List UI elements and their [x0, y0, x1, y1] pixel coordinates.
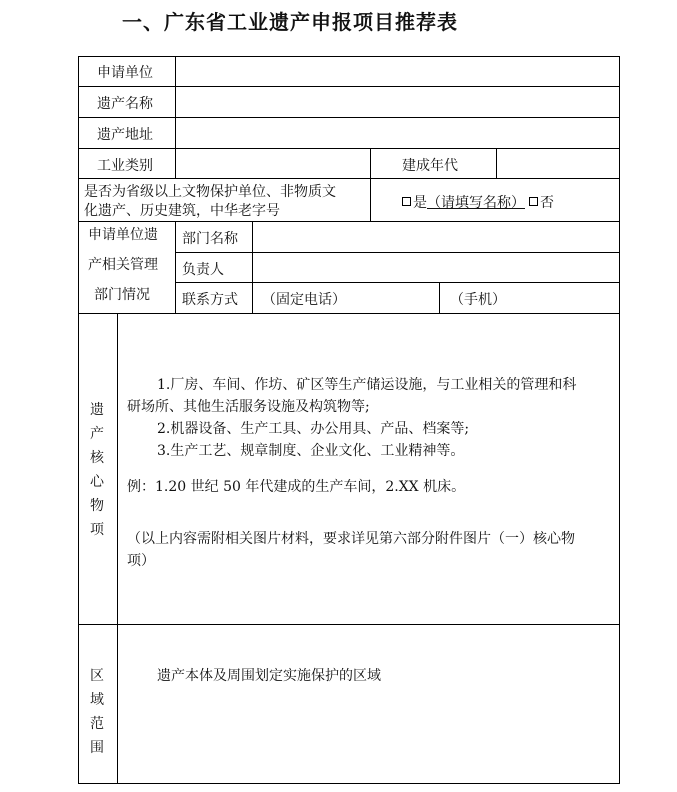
- core-note-line2: 项）: [127, 553, 155, 569]
- column-divider: [117, 313, 118, 784]
- column-divider: [175, 221, 176, 313]
- core-items-content: [127, 374, 617, 572]
- mobile-field[interactable]: （手机）: [450, 292, 506, 308]
- no-label: 否: [540, 195, 554, 211]
- core-item-2: 2.机器设备、生产工具、办公用具、产品、档案等;: [157, 421, 470, 437]
- column-divider: [252, 221, 253, 313]
- area-content: 遗产本体及周围划定实施保护的区域: [157, 668, 381, 684]
- column-divider: [496, 148, 497, 178]
- build-era-label: 建成年代: [402, 158, 458, 174]
- column-divider: [370, 148, 371, 221]
- yes-label: 是: [413, 195, 427, 211]
- applicant-label: 申请单位: [97, 65, 153, 81]
- protection-answer: [402, 192, 554, 212]
- mgmt-label-line3: 部门情况: [94, 287, 150, 303]
- column-divider: [175, 56, 176, 178]
- contact-label: 联系方式: [182, 292, 238, 308]
- row-divider: [78, 313, 620, 314]
- protection-question-line2: 化遗产、历史建筑，中华老字号: [84, 203, 280, 219]
- page-title: 一、广东省工业遗产申报项目推荐表: [122, 10, 458, 34]
- core-note-line1: （以上内容需附相关图片材料，要求详见第六部分附件图片（一）核心物: [127, 531, 575, 547]
- row-divider: [78, 221, 620, 222]
- row-divider: [78, 624, 620, 625]
- core-item-1-line1: 1.厂房、车间、作坊、矿区等生产储运设施，与工业相关的管理和科: [157, 377, 577, 393]
- core-items-label: 遗产核心物项: [90, 402, 104, 538]
- row-divider: [175, 282, 620, 283]
- row-divider: [78, 178, 620, 179]
- heritage-name-label: 遗产名称: [97, 96, 153, 112]
- protection-question-line1: 是否为省级以上文物保护单位、非物质文: [84, 184, 336, 200]
- person-in-charge-label: 负责人: [182, 262, 224, 278]
- core-item-1-line2: 研场所、其他生活服务设施及构筑物等;: [127, 399, 370, 415]
- mgmt-label-line2: 产相关管理: [88, 257, 158, 273]
- row-divider: [175, 252, 620, 253]
- no-checkbox[interactable]: [529, 197, 538, 206]
- row-divider: [78, 117, 620, 118]
- mgmt-label-line1: 申请单位遗: [88, 227, 158, 243]
- core-example: 例：1.20 世纪 50 年代建成的生产车间，2.XX 机床。: [127, 479, 466, 495]
- core-item-3: 3.生产工艺、规章制度、企业文化、工业精神等。: [157, 443, 465, 459]
- dept-name-label: 部门名称: [182, 231, 238, 247]
- row-divider: [78, 148, 620, 149]
- name-fill-blank[interactable]: （请填写名称）: [427, 195, 525, 211]
- heritage-address-label: 遗产地址: [97, 127, 153, 143]
- landline-field[interactable]: （固定电话）: [262, 292, 346, 308]
- industry-category-label: 工业类别: [97, 158, 153, 174]
- row-divider: [78, 86, 620, 87]
- area-label: 区域范围: [90, 668, 104, 756]
- column-divider: [439, 282, 440, 313]
- yes-checkbox[interactable]: [402, 197, 411, 206]
